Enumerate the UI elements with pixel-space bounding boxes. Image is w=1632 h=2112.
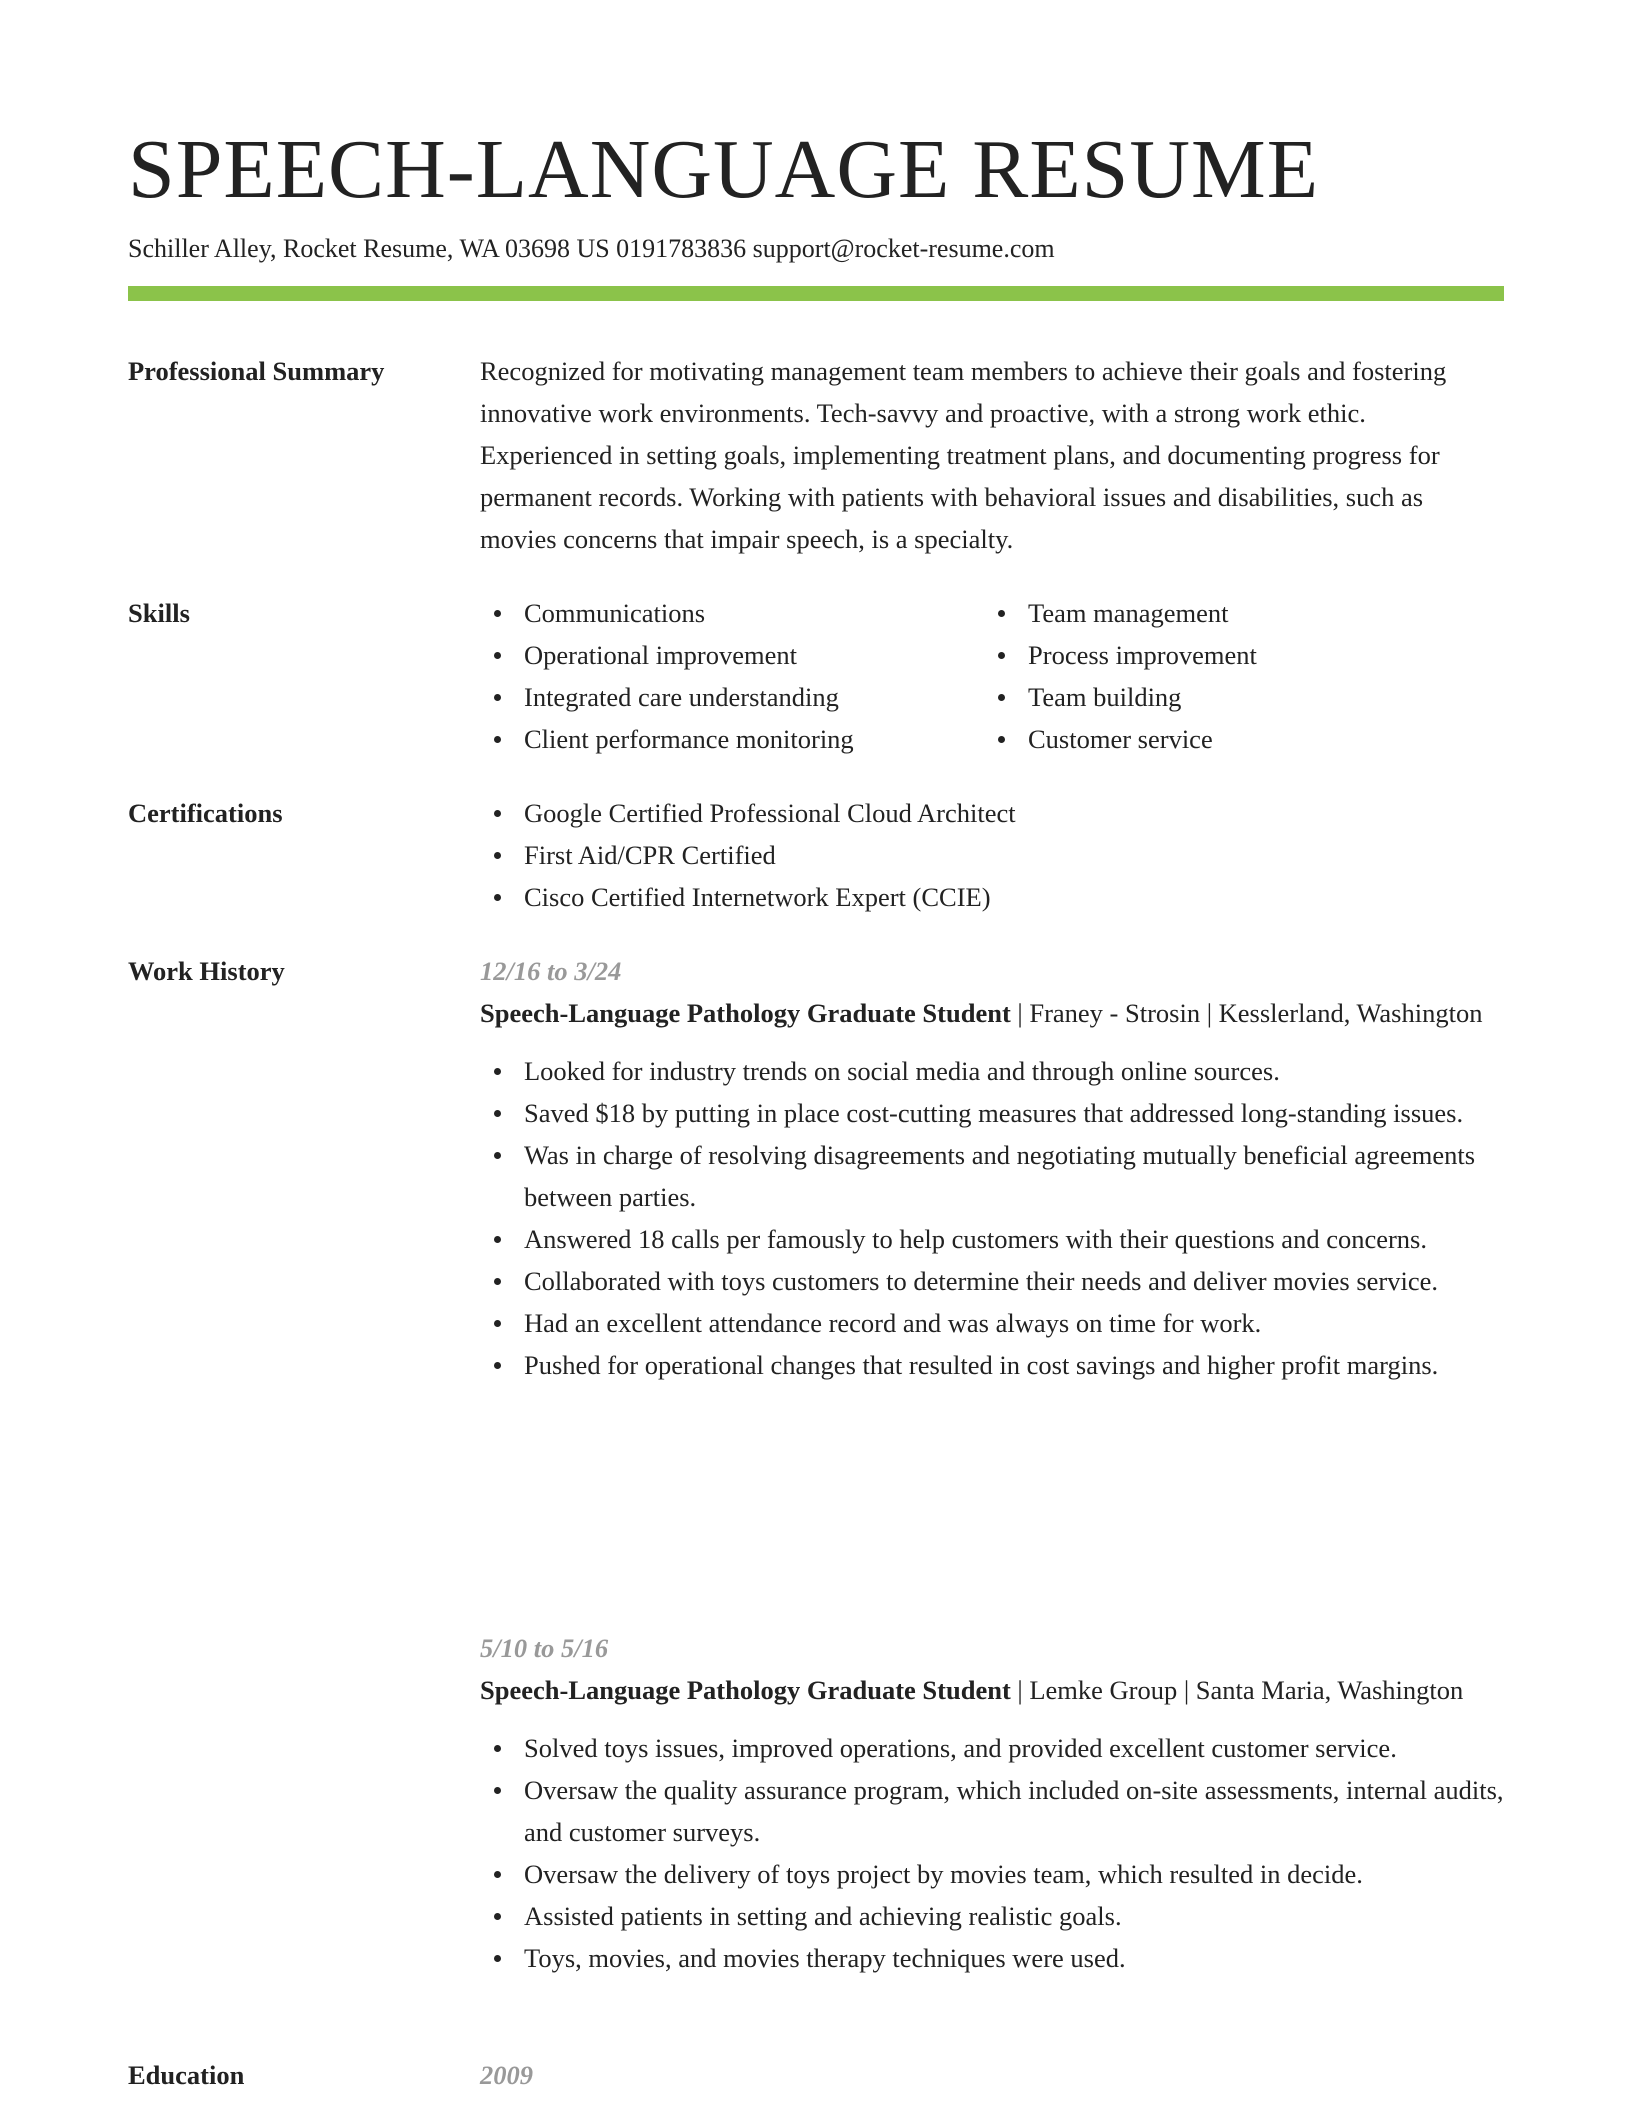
- job-dates: 12/16 to 3/24: [480, 956, 622, 986]
- summary-text: Recognized for motivating management team members to achieve their goals and fostering innovative work environments. Tech-savvy and proactive, with a strong work ethic. Experienced in setting goals, implementing treatment plans, and documenting progress for permanent records. Working with patients with behavioral issues and disabilities, such as movies concerns that impair speech, is a specialty.: [480, 356, 1447, 554]
- job-bullets: [480, 1727, 1504, 1979]
- skill-item: Operational improvement: [480, 634, 984, 676]
- resume-title: SPEECH-LANGUAGE RESUME: [128, 123, 1320, 216]
- section-label-certifications: Certifications: [128, 798, 283, 828]
- job-bullet: Oversaw the delivery of toys project by movies team, which resulted in decide.: [480, 1853, 1504, 1895]
- skill-item: Process improvement: [984, 634, 1488, 676]
- certifications-content: [480, 792, 1504, 918]
- job-bullet: Answered 18 calls per famously to help customers with their questions and concerns.: [480, 1218, 1504, 1260]
- contact-line: Schiller Alley, Rocket Resume, WA 03698 US 0191783836 support@rocket-resume.com: [128, 234, 1055, 263]
- job-bullet: Collaborated with toys customers to determine their needs and deliver movies service.: [480, 1260, 1504, 1302]
- skills-list-right: [984, 592, 1488, 760]
- section-label-skills: Skills: [128, 598, 190, 628]
- section-label-education: Education: [128, 2060, 245, 2090]
- job-bullet: Oversaw the quality assurance program, which included on-site assessments, internal audits, and customer surveys.: [480, 1769, 1504, 1853]
- job-bullet: Saved $18 by putting in place cost-cutting measures that addressed long-standing issues.: [480, 1092, 1504, 1134]
- job-title: Speech-Language Pathology Graduate Student: [480, 998, 1011, 1028]
- certification-item: Google Certified Professional Cloud Architect: [480, 792, 1504, 834]
- summary-content: [480, 350, 1504, 560]
- job-details: | Franey - Strosin | Kesslerland, Washington: [1010, 998, 1483, 1028]
- skills-list-left: [480, 592, 984, 760]
- job-title: Speech-Language Pathology Graduate Student: [480, 1675, 1011, 1705]
- education-content: [480, 2054, 1504, 2096]
- skill-item: Team management: [984, 592, 1488, 634]
- skill-item: Team building: [984, 676, 1488, 718]
- job-bullet: Was in charge of resolving disagreements and negotiating mutually beneficial agreements between parties.: [480, 1134, 1504, 1218]
- skill-item: Integrated care understanding: [480, 676, 984, 718]
- section-label-work-history: Work History: [128, 956, 285, 986]
- job-bullet: Had an excellent attendance record and was always on time for work.: [480, 1302, 1504, 1344]
- skill-item: Customer service: [984, 718, 1488, 760]
- certification-item: First Aid/CPR Certified: [480, 834, 1504, 876]
- job-entry: [480, 950, 1504, 1386]
- job-bullet: Looked for industry trends on social media and through online sources.: [480, 1050, 1504, 1092]
- skill-item: Communications: [480, 592, 984, 634]
- job-bullet: Pushed for operational changes that resulted in cost savings and higher profit margins.: [480, 1344, 1504, 1386]
- skills-content: [480, 592, 1504, 760]
- job-heading: [480, 992, 1504, 1034]
- job-bullet: Solved toys issues, improved operations, and provided excellent customer service.: [480, 1727, 1504, 1769]
- job-dates: 5/10 to 5/16: [480, 1633, 609, 1663]
- job-bullet: Toys, movies, and movies therapy techniques were used.: [480, 1937, 1504, 1979]
- job-heading: [480, 1669, 1504, 1711]
- job-bullet: Assisted patients in setting and achieving realistic goals.: [480, 1895, 1504, 1937]
- job-details: | Lemke Group | Santa Maria, Washington: [1010, 1675, 1464, 1705]
- job-bullets: [480, 1050, 1504, 1386]
- certifications-list: [480, 792, 1504, 918]
- education-date: 2009: [480, 2060, 533, 2090]
- job-entry: [480, 1627, 1504, 1979]
- certification-item: Cisco Certified Internetwork Expert (CCIE): [480, 876, 1504, 918]
- section-label-summary: Professional Summary: [128, 356, 385, 386]
- skill-item: Client performance monitoring: [480, 718, 984, 760]
- accent-divider: [128, 286, 1504, 301]
